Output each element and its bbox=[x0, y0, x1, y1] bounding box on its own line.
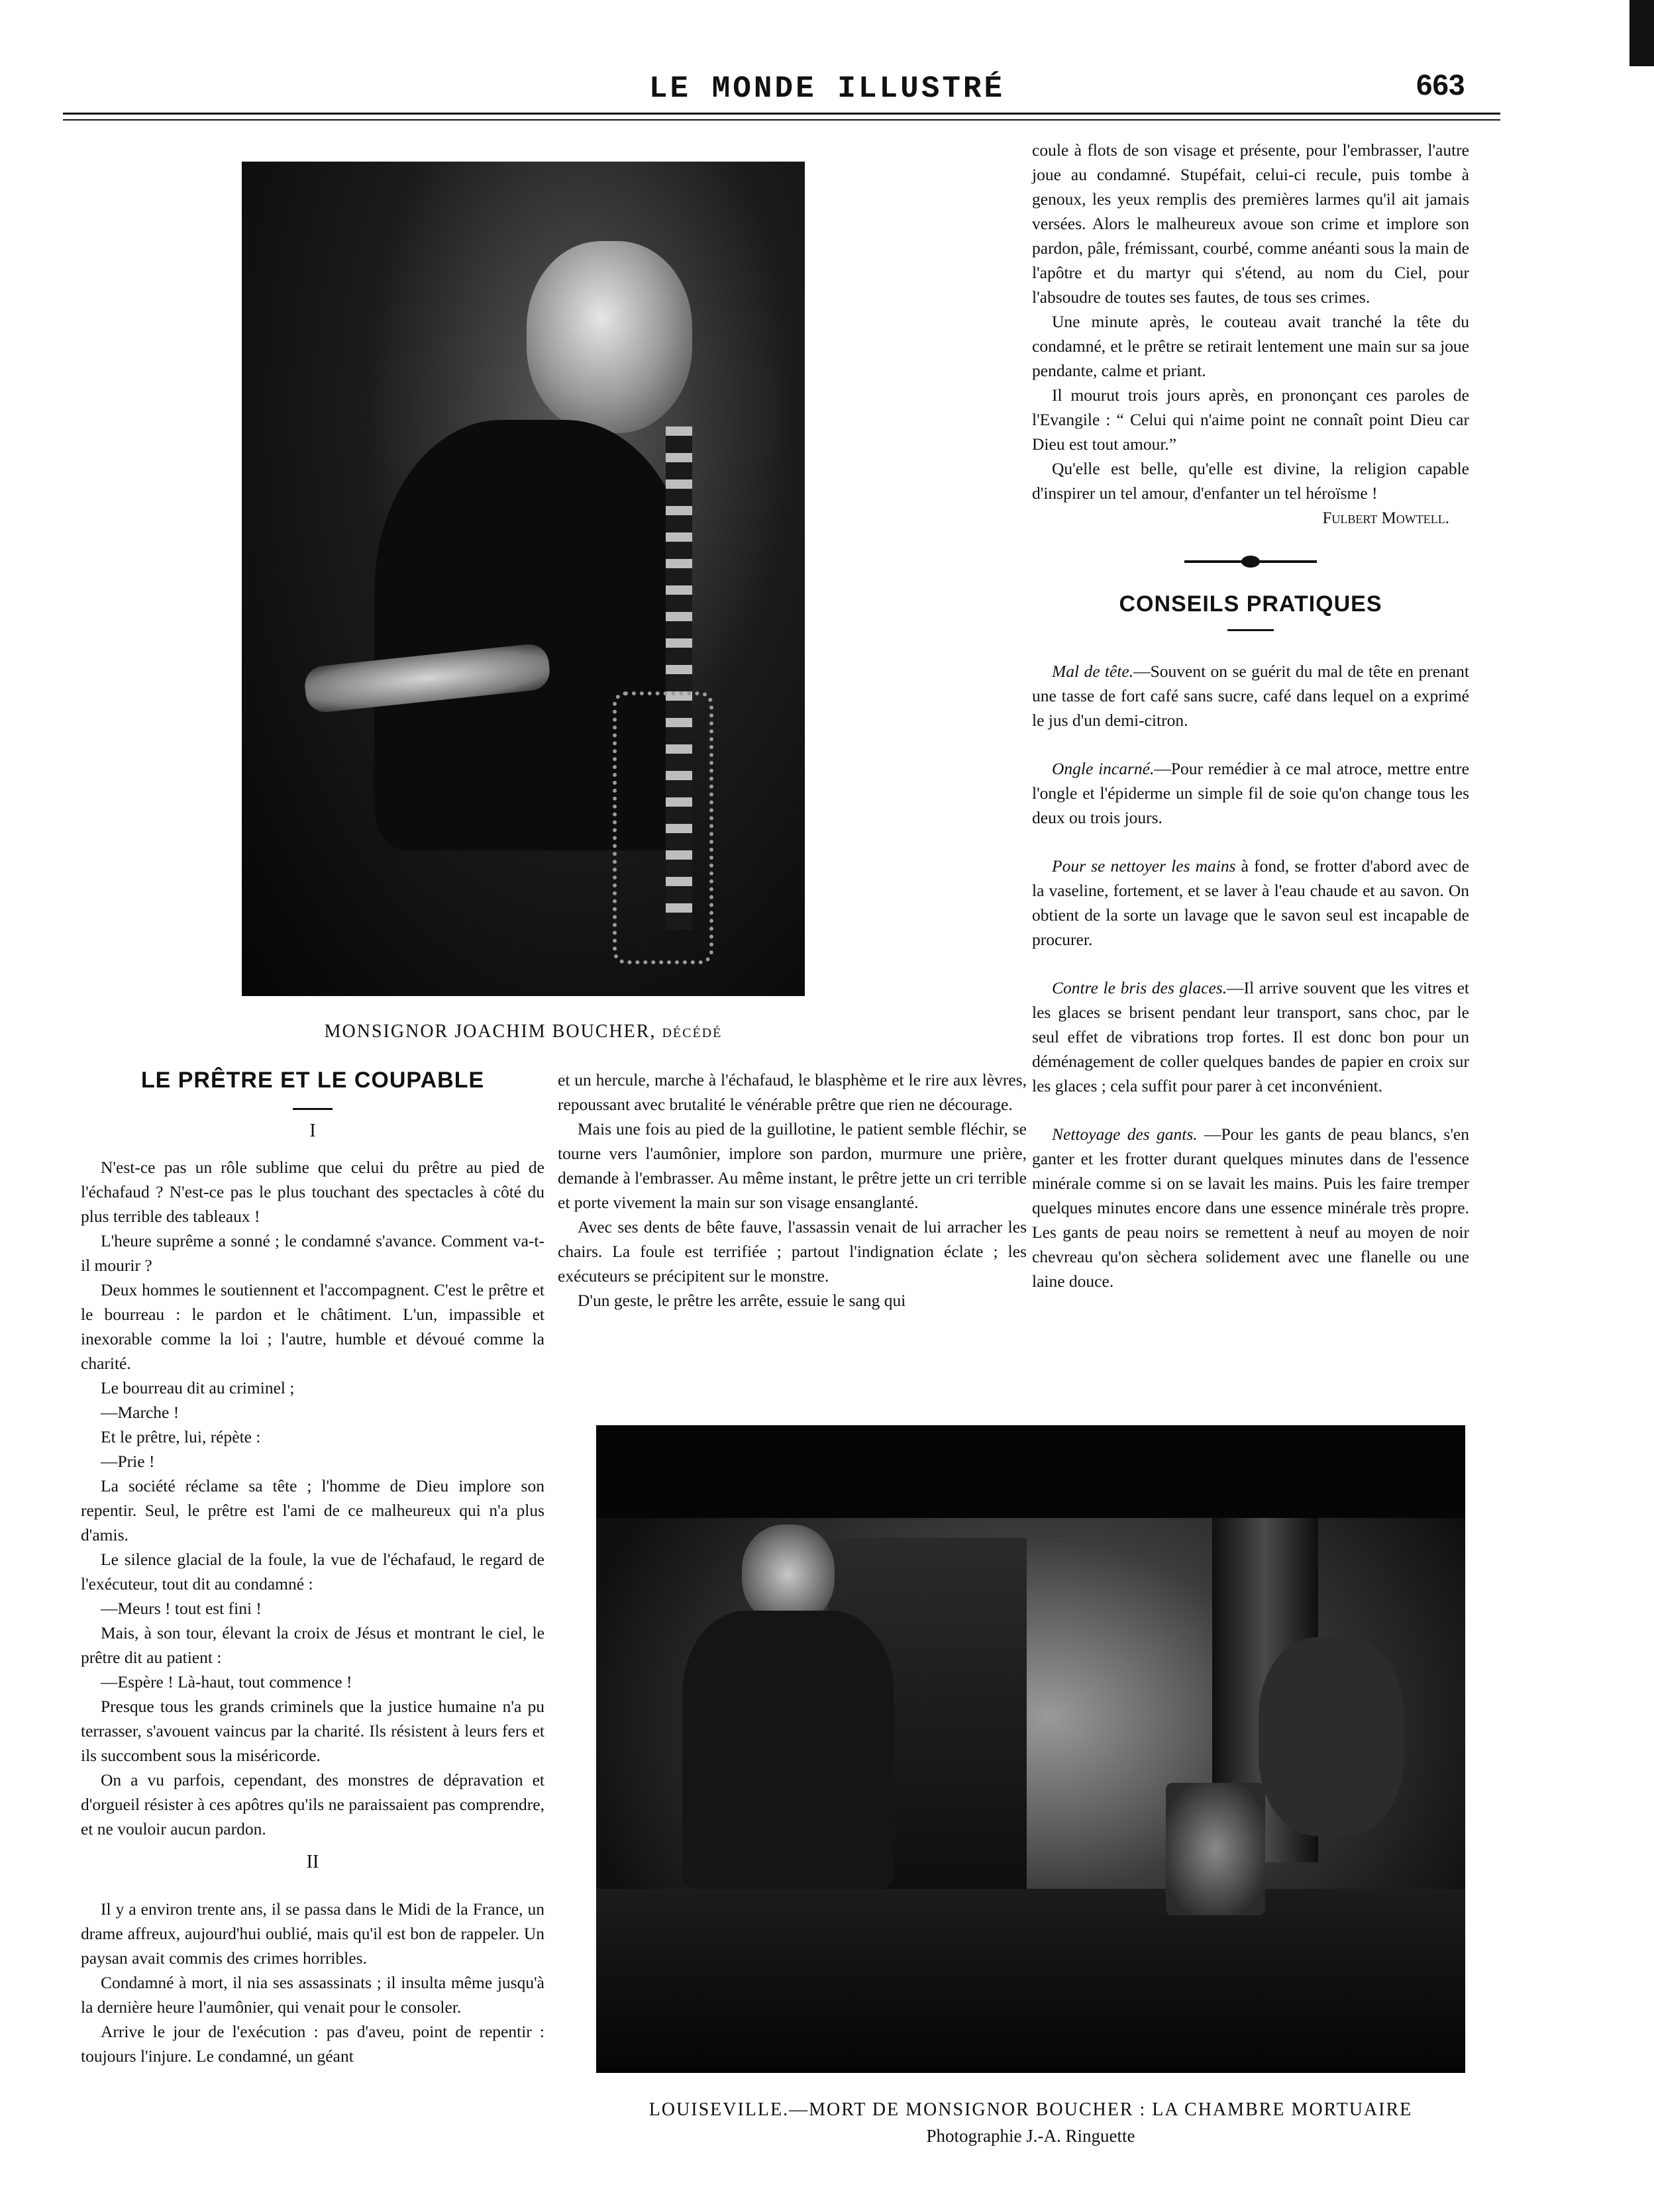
photo-credit: Photographie J.-A. Ringuette bbox=[926, 2126, 1135, 2146]
article-paragraph: D'un geste, le prêtre les arrête, essuie le sang qui bbox=[578, 1291, 906, 1310]
article-right-column bbox=[1032, 138, 1469, 1293]
article-paragraph: L'heure suprême a sonné ; le condamné s'avance. Comment va-t-il mourir ? bbox=[81, 1231, 544, 1275]
conseils-heading-rule bbox=[1227, 629, 1274, 631]
article-paragraph: Deux hommes le soutiennent et l'accompagnent. C'est le prêtre et le bourreau : le pardon et le châtiment. L'un, impassible et inexorable comme la loi ; l'autre, humble et dévoué comme la charité. bbox=[81, 1280, 544, 1373]
tip-title: Mal de tête. bbox=[1052, 662, 1134, 681]
article-paragraph: Avec ses dents de bête fauve, l'assassin venait de lui arracher les chairs. La foule est terrifiée ; partout l'indignation éclate ; les exécuteurs se précipitent sur le monstre. bbox=[558, 1217, 1027, 1285]
portrait-photo bbox=[242, 162, 805, 996]
article-paragraph: Et le prêtre, lui, répète : bbox=[101, 1427, 261, 1446]
portrait-caption bbox=[242, 1021, 805, 1042]
tip-paragraph bbox=[1032, 854, 1469, 952]
article-paragraph: Le silence glacial de la foule, la vue de l'échafaud, le regard de l'exécuteur, tout dit au condamné : bbox=[81, 1550, 544, 1593]
page-number: 663 bbox=[1416, 69, 1465, 101]
tip-paragraph bbox=[1032, 756, 1469, 830]
article-heading: LE PRÊTRE ET LE COUPABLE bbox=[140, 1068, 485, 1093]
chair-frame bbox=[613, 691, 713, 964]
tip-text: —Pour remédier à ce mal atroce, mettre entre l'ongle et l'épiderme un simple fil de soie qu'on change tous les deux ou trois jours. bbox=[1032, 759, 1469, 827]
article-paragraph: On a vu parfois, cependant, des monstres de dépravation et d'orgueil résister à ces apôtres qu'ils ne paraissaient pas comprendre, et ne vouloir aucun pardon. bbox=[81, 1770, 544, 1838]
header-rule-bottom bbox=[63, 119, 1500, 121]
header-rule-top bbox=[63, 113, 1500, 115]
portrait-caption-name: MONSIGNOR JOACHIM BOUCHER, bbox=[324, 1021, 656, 1042]
tip-text: —Pour les gants de peau blancs, s'en ganter et les frotter durant quelques minutes dans de l'essence minérale comme si on se lavait les mains. Puis les faire tremper quelques minutes encore dans une essence minérale très propre. Les gants de peau noirs se remettent à neuf au moyen de noir chevreau qu'on sèchera solidement avec une flanelle ou une laine douce. bbox=[1032, 1125, 1469, 1291]
room-ceiling bbox=[596, 1425, 1465, 1518]
article-paragraph: La société réclame sa tête ; l'homme de Dieu implore son repentir. Seul, le prêtre est l'ami de ce malheureux qui n'a plus d'amis. bbox=[81, 1476, 544, 1544]
article-paragraph: coule à flots de son visage et présente, pour l'embrasser, l'autre joue au condamné. Stupéfait, celui-ci recule, puis tombe à genoux, les yeux remplis des premières larmes qu'il ait jamais versées. Alors le malheureux avoue son crime et implore son pardon, pâle, frémissant, courbé, comme anéanti sous la main de l'apôtre et du martyr qui s'étend, au nom du Ciel, pour l'absoudre de toutes ses fautes, de tous ses crimes. bbox=[1032, 140, 1469, 307]
article-left-column bbox=[81, 1068, 544, 2068]
edge-mark bbox=[1629, 0, 1654, 66]
conseils-heading: CONSEILS PRATIQUES bbox=[1119, 591, 1382, 617]
article-paragraph: Mais une fois au pied de la guillotine, le patient semble fléchir, se tourne vers l'aumônier, implore son pardon, murmure une prière, demande à l'embrasser. Au même instant, le prêtre jette un cri terrible et porte vivement la main sur son visage ensanglanté. bbox=[558, 1119, 1027, 1212]
article-paragraph: Une minute après, le couteau avait tranché la tête du condamné, et le prêtre se retirait lentement une main sur sa joue pendante, calme et priant. bbox=[1032, 312, 1469, 380]
tip-text: —Souvent on se guérit du mal de tête en prenant une tasse de fort café sans sucre, café dans lequel on a exprimé le jus d'un demi-citron. bbox=[1032, 662, 1469, 730]
tip-title: Ongle incarné. bbox=[1052, 759, 1155, 778]
tip-paragraph bbox=[1032, 976, 1469, 1098]
tip-text: à fond, se frotter d'abord avec de la vaseline, fortement, et se laver à l'eau chaude et au savon. On obtient de la sorte un lavage que le savon seul est incapable de procurer. bbox=[1032, 856, 1469, 949]
page-header-title: LE MONDE ILLUSTRÉ bbox=[648, 72, 1006, 106]
heading-rule bbox=[293, 1108, 333, 1110]
article-paragraph: —Prie ! bbox=[101, 1452, 155, 1471]
mourner-figure bbox=[1259, 1637, 1404, 1836]
room-photo-caption: LOUISEVILLE.—MORT DE MONSIGNOR BOUCHER : LA CHAMBRE MORTUAIRE bbox=[648, 2099, 1413, 2120]
room-chair bbox=[1166, 1783, 1265, 1915]
tip-title: Contre le bris des glaces. bbox=[1052, 978, 1227, 997]
article-paragraph: Il mourut trois jours après, en prononçant ces paroles de l'Evangile : “ Celui qui n'aime point ne connaît point Dieu car Dieu est tout amour.” bbox=[1032, 385, 1469, 454]
tip-paragraph bbox=[1032, 659, 1469, 732]
room-floor bbox=[596, 1889, 1465, 2073]
section-ornament bbox=[1184, 556, 1317, 568]
deceased-body bbox=[682, 1611, 894, 1889]
tip-title: Nettoyage des gants. bbox=[1052, 1125, 1198, 1144]
portrait-caption-suffix: DÉCÉDÉ bbox=[662, 1026, 723, 1040]
article-middle-column bbox=[558, 1068, 1027, 1313]
article-paragraph: Le bourreau dit au criminel ; bbox=[101, 1378, 295, 1397]
article-paragraph: —Espère ! Là-haut, tout commence ! bbox=[101, 1672, 352, 1691]
section-numeral-1: I bbox=[309, 1121, 316, 1141]
article-signature: Fulbert Mowtell. bbox=[1322, 509, 1449, 527]
portrait-head bbox=[527, 241, 692, 433]
article-paragraph: Mais, à son tour, élevant la croix de Jésus et montrant le ciel, le prêtre dit au patient : bbox=[81, 1623, 544, 1667]
article-paragraph: —Meurs ! tout est fini ! bbox=[101, 1599, 262, 1618]
article-paragraph: Il y a environ trente ans, il se passa dans le Midi de la France, un drame affreux, aujourd'hui oublié, mais qu'il est bon de rappeler. Un paysan avait commis des crimes horribles. bbox=[81, 1899, 544, 1968]
mortuary-room-photo bbox=[596, 1425, 1465, 2073]
tip-paragraph bbox=[1032, 1122, 1469, 1293]
section-numeral-2: II bbox=[306, 1852, 319, 1872]
tip-text: —Il arrive souvent que les vitres et les glaces se brisent pendant leur transport, sans choc, par le seul effet de vibrations trop fortes. Il est donc bon pour un déménagement de coller quelques bandes de papier en croix sur les glaces ; cela suffit pour parer à cet inconvénient. bbox=[1032, 978, 1470, 1095]
article-paragraph: Arrive le jour de l'exécution : pas d'aveu, point de repentir : toujours l'injure. Le condamné, un géant bbox=[81, 2022, 544, 2066]
deceased-head bbox=[742, 1525, 835, 1624]
article-paragraph: et un hercule, marche à l'échafaud, le blasphème et le rire aux lèvres, repoussant avec brutalité le vénérable prêtre que rien ne décourage. bbox=[558, 1070, 1027, 1114]
tip-title: Pour se nettoyer les mains bbox=[1052, 856, 1236, 876]
article-paragraph: Qu'elle est belle, qu'elle est divine, la religion capable d'inspirer un tel amour, d'enfanter un tel héroïsme ! bbox=[1032, 459, 1469, 503]
article-paragraph: Condamné à mort, il nia ses assassinats ; il insulta même jusqu'à la dernière heure l'aumônier, qui venait pour le consoler. bbox=[81, 1973, 544, 2017]
article-paragraph: N'est-ce pas un rôle sublime que celui du prêtre au pied de l'échafaud ? N'est-ce pas le plus touchant des spectacles à côté du plus terrible des tableaux ! bbox=[81, 1158, 544, 1226]
article-paragraph: —Marche ! bbox=[101, 1403, 180, 1422]
article-paragraph: Presque tous les grands criminels que la justice humaine n'a pu terrasser, s'avouent vaincus par la charité. Ils résistent à leurs fers et ils succombent sous la miséricorde. bbox=[81, 1697, 544, 1765]
